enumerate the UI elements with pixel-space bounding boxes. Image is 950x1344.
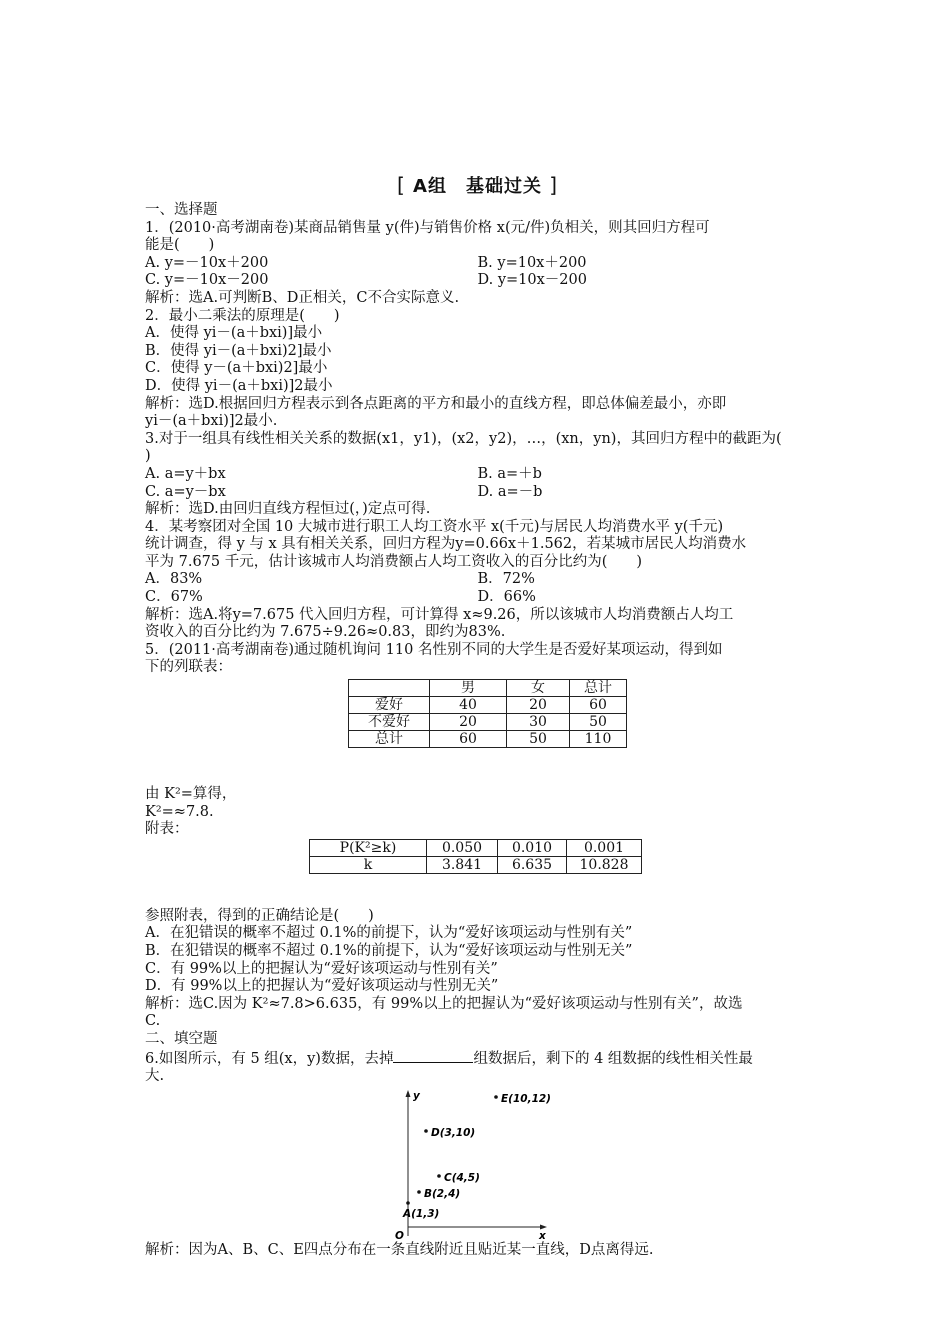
table-cell: 3.841 — [427, 856, 498, 873]
question-5-line-2: 下的列联表： — [145, 659, 232, 676]
scatter-point — [437, 1174, 441, 1178]
option-c: C. a=y－bx — [145, 483, 226, 500]
question-1-options-ab — [145, 255, 810, 273]
table-cell: 总计 — [570, 680, 627, 697]
table-cell: 男 — [430, 680, 507, 697]
y-axis-arrow — [406, 1090, 411, 1097]
table-cell: 20 — [430, 714, 507, 731]
section-banner — [145, 172, 810, 198]
option-b: B. a=＋b — [477, 465, 542, 482]
question-5-line-1: 5．(2011·高考湖南卷)通过随机询问 110 名性别不同的大学生是否爱好某项运动，得到如 — [145, 641, 723, 658]
option-a: A. y=－10x＋200 — [145, 254, 269, 271]
table-cell: 0.010 — [498, 839, 567, 856]
table-cell: 60 — [570, 697, 627, 714]
table-cell: 0.050 — [427, 839, 498, 856]
option-c: C．67% — [145, 589, 203, 606]
question-2-answer-line-2: yi－(a＋bxi)]2最小. — [145, 413, 278, 430]
option-b: B. y=10x＋200 — [477, 254, 587, 271]
question-5-answer-line-1: 解析：选C.因为 K²≈7.8>6.635，有 99%以上的把握认为“爱好该项运动与性别有关”，故选 — [145, 995, 743, 1012]
table-row — [310, 839, 642, 856]
table-row — [349, 697, 627, 714]
option-d: D. y=10x－200 — [477, 272, 587, 289]
banner-title: A组 基础过关 — [413, 176, 542, 197]
x-axis-label: x — [539, 1229, 546, 1242]
answer-blank — [393, 1049, 473, 1063]
option-c: C. y=－10x－200 — [145, 272, 269, 289]
option-d: D. a=－b — [477, 483, 543, 500]
option-c: C．有 99%以上的把握认为“爱好该项运动与性别有关” — [145, 960, 498, 977]
option-c: C．使得 y－(a＋bxi)2]最小 — [145, 360, 328, 377]
scatter-point — [424, 1129, 428, 1133]
table-cell: 不爱好 — [349, 714, 430, 731]
question-6-line-2: 大. — [145, 1068, 165, 1085]
table-cell — [349, 680, 430, 697]
question-4-line-2: 统计调查，得 y 与 x 具有相关关系，回归方程为y=0.66x＋1.562，若某城市居民人均消费水 — [145, 536, 747, 553]
option-b: B．72% — [477, 571, 535, 588]
origin-label: O — [395, 1229, 404, 1242]
question-4-line-1: 4．某考察团对全国 10 大城市进行职工人均工资水平 x(千元)与居民人均消费水平 y(千元) — [145, 518, 724, 535]
table-cell: 总计 — [349, 731, 430, 748]
table-cell: 30 — [507, 714, 570, 731]
table-cell: 20 — [507, 697, 570, 714]
section-heading: 二、填空题 — [145, 1030, 218, 1047]
point-label: E(10,12) — [501, 1092, 551, 1105]
scatter-figure — [388, 1086, 558, 1242]
table-row — [349, 731, 627, 748]
question-4-options-cd — [145, 589, 810, 607]
question-5-stem-2: 参照附表，得到的正确结论是( ) — [145, 907, 374, 924]
x-axis-arrow — [540, 1224, 547, 1229]
probability-table — [309, 839, 642, 874]
table-cell: 60 — [430, 731, 507, 748]
scatter-svg — [388, 1086, 558, 1242]
scatter-point — [494, 1095, 498, 1099]
point-label: B(2,4) — [424, 1187, 461, 1200]
appendix-label: 附表： — [145, 821, 189, 838]
banner-left-bracket: [ — [396, 173, 406, 197]
question-4-options-ab — [145, 571, 810, 589]
table-cell: k — [310, 856, 427, 873]
question-4-line-3: 平为 7.675 千元，估计该城市人均消费额占人均工资收入的百分比约为( ) — [145, 553, 643, 570]
scatter-points — [402, 1093, 551, 1220]
question-1-line-2: 能是( ) — [145, 237, 215, 254]
option-a: A．83% — [145, 571, 203, 588]
table-row — [349, 680, 627, 697]
point-label: A(1,3) — [403, 1207, 440, 1220]
table-row — [349, 714, 627, 731]
option-b: B．在犯错误的概率不超过 0.1%的前提下，认为“爱好该项运动与性别无关” — [145, 943, 633, 959]
table-cell: 爱好 — [349, 697, 430, 714]
option-b: B．使得 yi－(a＋bxi)2]最小 — [145, 342, 332, 359]
table-cell: 女 — [507, 680, 570, 697]
option-a: A. a=y＋bx — [145, 465, 226, 482]
table-row — [310, 856, 642, 873]
scatter-point — [417, 1190, 421, 1194]
document-page — [145, 172, 810, 1259]
question-3-answer: 解析：选D.由回归直线方程恒过(，)定点可得. — [145, 501, 431, 518]
scatter-point — [406, 1201, 410, 1205]
table-cell: 0.001 — [567, 839, 642, 856]
question-3-line-1: 3.对于一组具有线性相关关系的数据(x1，y1)，(x2，y2)，…，(xn，yn)，其回归方程中的截距为( — [145, 430, 782, 447]
option-a: A．在犯错误的概率不超过 0.1%的前提下，认为“爱好该项运动与性别有关” — [145, 925, 633, 942]
section-heading: 一、选择题 — [145, 202, 218, 218]
banner-right-bracket: ] — [549, 173, 559, 197]
formula-line-2: K²=≈7.8. — [145, 803, 214, 820]
y-axis-label: y — [413, 1089, 420, 1102]
question-3-options-ab — [145, 466, 810, 484]
question-2-answer-line-1: 解析：选D.根据回归方程表示到各点距离的平方和最小的直线方程，即总体偏差最小，亦即 — [145, 395, 727, 412]
question-4-answer-line-2: 资收入的百分比约为 7.675÷9.26≈0.83，即约为83%. — [145, 624, 506, 641]
table-cell: 40 — [430, 697, 507, 714]
point-label: C(4,5) — [444, 1171, 480, 1184]
question-6-answer: 解析：因为A、B、C、E四点分布在一条直线附近且贴近某一直线，D点离得远. — [145, 1241, 654, 1258]
question-5-answer-line-2: C. — [145, 1013, 161, 1030]
question-2-stem: 2．最小二乘法的原理是( ) — [145, 307, 340, 324]
question-4-answer-line-1: 解析：选A.将y=7.675 代入回归方程，可计算得 x≈9.26，所以该城市人均消费额占人均工 — [145, 606, 734, 623]
table-cell: P(K²≥k) — [310, 839, 427, 856]
table-cell: 50 — [507, 731, 570, 748]
formula-line-1: 由 K²=算得， — [145, 786, 237, 803]
question-1-answer: 解析：选A.可判断B、D正相关，C不合实际意义. — [145, 289, 460, 306]
contingency-table — [348, 679, 627, 748]
table-cell: 50 — [570, 714, 627, 731]
table-cell: 110 — [570, 731, 627, 748]
option-d: D．有 99%以上的把握认为“爱好该项运动与性别无关” — [145, 978, 499, 995]
question-3-line-2: ) — [145, 448, 151, 465]
point-label: D(3,10) — [431, 1126, 476, 1139]
question-1-line-1: 1．(2010·高考湖南卷)某商品销售量 y(件)与销售价格 x(元/件)负相关，则其回归方程可 — [145, 219, 710, 236]
question-6-line-1 — [145, 1049, 810, 1069]
option-d: D．66% — [477, 589, 536, 606]
option-a: A．使得 yi－(a＋bxi)]最小 — [145, 325, 323, 342]
question-3-options-cd — [145, 484, 810, 502]
table-cell: 6.635 — [498, 856, 567, 873]
table-cell: 10.828 — [567, 856, 642, 873]
question-6-text-a: 6.如图所示，有 5 组(x，y)数据，去掉 — [145, 1050, 394, 1067]
option-d: D．使得 yi－(a＋bxi)]2最小 — [145, 377, 333, 394]
question-1-options-cd — [145, 272, 810, 290]
question-6-text-b: 组数据后，剩下的 4 组数据的线性相关性最 — [473, 1050, 753, 1067]
